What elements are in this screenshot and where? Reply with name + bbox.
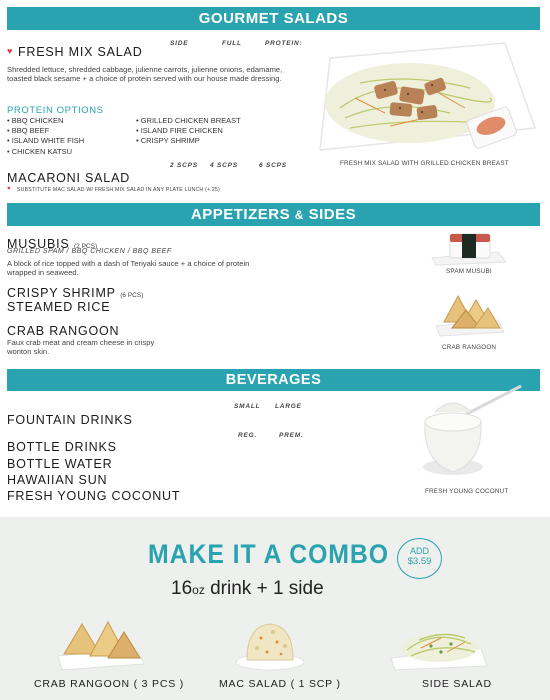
bottle-water-title: BOTTLE WATER <box>7 457 113 471</box>
heart-icon: ♥ <box>7 46 13 56</box>
crab-rangoon-desc: Faux crab meat and cream cheese in crispy wonton skin. <box>7 338 155 357</box>
combo-title: MAKE IT A COMBO <box>148 539 390 569</box>
crab-rangoon-title: CRAB RANGOON <box>7 324 120 338</box>
protein-option: • CHICKEN KATSU <box>7 146 72 156</box>
crab-rangoon-photo <box>432 288 507 338</box>
macaroni-title: MACARONI SALAD <box>7 171 131 185</box>
combo-side-crab-rangoon: CRAB RANGOON ( 3 PCS ) <box>34 678 185 690</box>
musubis-variants: GRILLED SPAM / BBQ CHICKEN / BBQ BEEF <box>7 248 172 255</box>
combo-drink-rest: drink + 1 side <box>204 578 324 599</box>
bev-header-prem: PREM. <box>279 432 304 439</box>
combo-drink-line <box>171 578 324 600</box>
crispy-shrimp-title: CRISPY SHRIMP <box>7 286 116 300</box>
appetizers-banner-amp: & <box>294 208 304 222</box>
bev-header-small: SMALL <box>234 403 261 410</box>
fresh-mix-salad-photo <box>290 38 540 158</box>
substitute-note: SUBSTITUTE MAC SALAD W/ FRESH MIX SALAD IN ANY PLATE LUNCH (+.25) <box>17 187 220 193</box>
protein-options-header: PROTEIN OPTIONS <box>7 105 104 116</box>
salad-photo-caption: FRESH MIX SALAD WITH GRILLED CHICKEN BREAST <box>340 160 509 167</box>
combo-side-side-salad: SIDE SALAD <box>422 678 492 690</box>
col-header-protein: PROTEIN: <box>265 40 303 47</box>
combo-drink-size: 16 <box>171 578 193 599</box>
protein-option: • BBQ BEEF <box>7 126 50 136</box>
protein-option: • GRILLED CHICKEN BREAST <box>136 116 241 125</box>
combo-side-salad-photo <box>385 608 490 673</box>
bottle-drinks-title: BOTTLE DRINKS <box>7 440 117 454</box>
musubis-count: (2 PCS) <box>74 243 98 250</box>
col-header-full: FULL <box>222 40 242 47</box>
heart-icon: ♥ <box>7 186 11 192</box>
fountain-drinks-title: FOUNTAIN DRINKS <box>7 413 133 427</box>
protein-list-right <box>136 116 241 147</box>
spam-musubi-caption: SPAM MUSUBI <box>446 268 492 275</box>
musubis-title: MUSUBIS <box>7 237 70 251</box>
appetizers-banner <box>7 203 540 226</box>
musubis-desc: A block of rice topped with a dash of Teriyaki sauce + a choice of protein wrapped in seaweed. <box>7 259 250 278</box>
protein-option: • CRISPY SHRIMP <box>136 136 200 146</box>
beverages-banner: BEVERAGES <box>7 369 540 391</box>
combo-price-badge <box>397 538 442 579</box>
crispy-shrimp-count: (6 PCS) <box>120 292 144 299</box>
steamed-rice-title: STEAMED RICE <box>7 300 111 314</box>
protein-option: • ISLAND FIRE CHICKEN <box>136 126 223 136</box>
combo-mac-salad-photo <box>233 612 308 672</box>
col-header-side: SIDE <box>170 40 189 47</box>
combo-badge-add: ADD <box>409 546 429 556</box>
bev-header-reg: REG. <box>238 432 258 439</box>
mac-size-4: 4 SCPS <box>210 162 238 169</box>
spam-musubi-photo <box>428 228 508 266</box>
fresh-mix-desc: Shredded lettuce, shredded cabbage, julienne carrots, julienne onions, edamame, toasted black sesame + a choice of protein served with our house made dressing. <box>7 65 283 84</box>
combo-badge-price: $3.59 <box>407 556 432 567</box>
protein-option: • BBQ CHICKEN <box>7 116 64 125</box>
fresh-mix-title: FRESH MIX SALAD <box>18 45 143 59</box>
coconut-photo <box>415 382 530 487</box>
combo-drink-unit: oz <box>192 583 205 597</box>
crab-rangoon-caption: CRAB RANGOON <box>442 344 497 351</box>
mac-size-2: 2 SCPS <box>170 162 198 169</box>
salads-banner: GOURMET SALADS <box>7 7 540 30</box>
coconut-caption: FRESH YOUNG COCONUT <box>425 488 509 495</box>
appetizers-banner-part2: SIDES <box>308 206 357 223</box>
protein-option: • ISLAND WHITE FISH <box>7 136 85 146</box>
bev-header-large: LARGE <box>275 403 302 410</box>
combo-side-mac-salad: MAC SALAD ( 1 SCP ) <box>219 678 341 690</box>
protein-list-left <box>7 116 84 157</box>
hawaiian-sun-title: HAWAIIAN SUN <box>7 473 108 487</box>
combo-crab-rangoon-photo <box>52 612 147 672</box>
appetizers-banner-part1: APPETIZERS <box>190 206 291 223</box>
fresh-young-coconut-title: FRESH YOUNG COCONUT <box>7 489 181 503</box>
mac-size-6: 6 SCPS <box>259 162 287 169</box>
